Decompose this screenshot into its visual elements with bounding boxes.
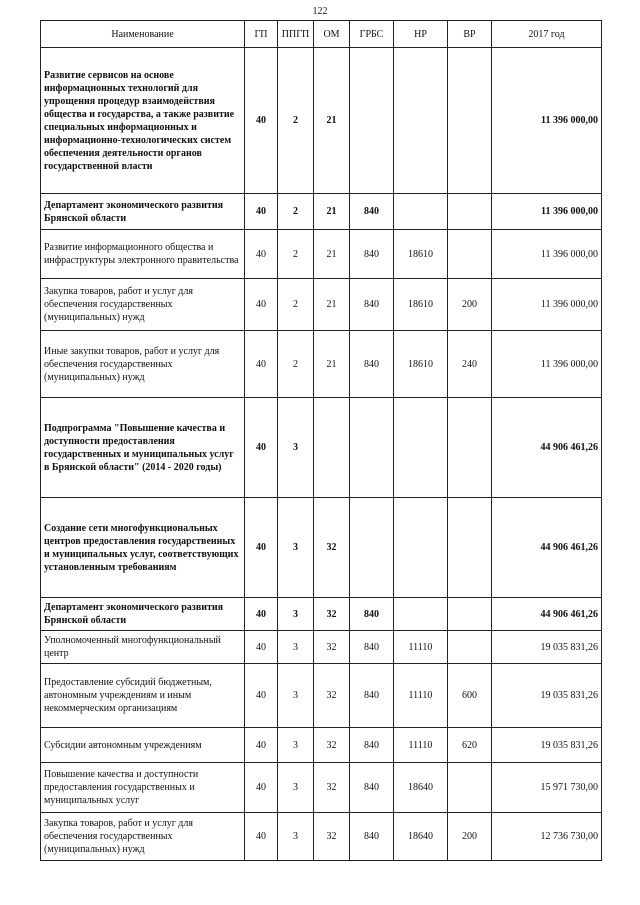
column-header-gp: ГП [245,21,278,48]
row-ppgp: 3 [278,763,314,813]
row-nr: 18610 [394,230,448,279]
row-ppgp: 3 [278,631,314,664]
row-grbs: 840 [350,631,394,664]
row-name: Предоставление субсидий бюджетным, автономным учреждениям и иным некоммерческим организациям [41,664,245,728]
column-header-om: ОМ [314,21,350,48]
row-nr: 18610 [394,331,448,398]
column-header-grbs: ГРБС [350,21,394,48]
row-ppgp: 3 [278,598,314,631]
row-vr: 620 [448,728,492,763]
row-nr [394,398,448,498]
table-row [41,498,602,598]
table-row [41,331,602,398]
row-amount: 44 906 461,26 [492,498,602,598]
row-grbs [350,398,394,498]
row-grbs: 840 [350,728,394,763]
row-gp: 40 [245,48,278,194]
table-row [41,279,602,331]
row-name: Департамент экономического развития Брянской области [41,194,245,230]
row-amount: 44 906 461,26 [492,598,602,631]
table-row [41,664,602,728]
row-nr: 18640 [394,813,448,861]
row-ppgp: 3 [278,664,314,728]
row-amount: 44 906 461,26 [492,398,602,498]
row-gp: 40 [245,398,278,498]
column-header-year: 2017 год [492,21,602,48]
budget-table [40,20,602,861]
row-vr [448,498,492,598]
table-row [41,631,602,664]
row-gp: 40 [245,763,278,813]
row-name: Уполномоченный многофункциональный центр [41,631,245,664]
row-gp: 40 [245,331,278,398]
row-om [314,398,350,498]
row-name: Закупка товаров, работ и услуг для обеспечения государственных (муниципальных) нужд [41,813,245,861]
row-name: Повышение качества и доступности предоставления государственных и муниципальных услуг [41,763,245,813]
row-ppgp: 3 [278,498,314,598]
row-om: 32 [314,664,350,728]
row-grbs: 840 [350,763,394,813]
row-amount: 11 396 000,00 [492,230,602,279]
row-nr: 11110 [394,664,448,728]
row-vr: 200 [448,813,492,861]
row-name: Развитие информационного общества и инфраструктуры электронного правительства [41,230,245,279]
row-grbs: 840 [350,194,394,230]
row-vr [448,598,492,631]
table-header-row [41,21,602,48]
table-row [41,728,602,763]
row-name: Развитие сервисов на основе информационных технологий для упрощения процедур взаимодействия общества и государства, а также развитие специальных информационных и информационно-технологических систем обеспечения деятельности органов государственной власти [41,48,245,194]
row-vr: 600 [448,664,492,728]
row-name: Создание сети многофункциональных центров предоставления государственных и муниципальных услуг, соответствующих установленным требованиям [41,498,245,598]
row-vr: 200 [448,279,492,331]
table-row [41,48,602,194]
row-om: 32 [314,498,350,598]
column-header-vr: ВР [448,21,492,48]
row-vr [448,48,492,194]
row-nr: 11110 [394,728,448,763]
row-vr [448,194,492,230]
row-gp: 40 [245,728,278,763]
row-grbs: 840 [350,664,394,728]
row-ppgp: 3 [278,398,314,498]
row-vr [448,631,492,664]
row-vr [448,230,492,279]
table-row [41,398,602,498]
row-nr [394,598,448,631]
row-amount: 11 396 000,00 [492,48,602,194]
row-gp: 40 [245,194,278,230]
row-nr: 18610 [394,279,448,331]
row-ppgp: 2 [278,48,314,194]
row-om: 32 [314,813,350,861]
row-gp: 40 [245,813,278,861]
row-grbs: 840 [350,230,394,279]
table-row [41,813,602,861]
row-gp: 40 [245,498,278,598]
row-amount: 11 396 000,00 [492,194,602,230]
row-om: 21 [314,331,350,398]
row-amount: 12 736 730,00 [492,813,602,861]
table-row [41,194,602,230]
row-ppgp: 2 [278,194,314,230]
row-ppgp: 3 [278,728,314,763]
row-gp: 40 [245,598,278,631]
row-ppgp: 2 [278,279,314,331]
table-row [41,763,602,813]
row-om: 21 [314,230,350,279]
row-name: Субсидии автономным учреждениям [41,728,245,763]
row-grbs [350,48,394,194]
row-grbs: 840 [350,279,394,331]
row-nr: 11110 [394,631,448,664]
row-grbs: 840 [350,331,394,398]
table-row [41,598,602,631]
row-amount: 15 971 730,00 [492,763,602,813]
row-ppgp: 2 [278,230,314,279]
row-ppgp: 3 [278,813,314,861]
row-vr [448,763,492,813]
row-gp: 40 [245,631,278,664]
row-name: Закупка товаров, работ и услуг для обеспечения государственных (муниципальных) нужд [41,279,245,331]
row-gp: 40 [245,279,278,331]
page-number: 122 [312,6,328,17]
row-gp: 40 [245,230,278,279]
row-ppgp: 2 [278,331,314,398]
row-om: 32 [314,728,350,763]
row-amount: 19 035 831,26 [492,631,602,664]
row-om: 21 [314,279,350,331]
row-gp: 40 [245,664,278,728]
row-amount: 19 035 831,26 [492,728,602,763]
row-grbs [350,498,394,598]
row-nr: 18640 [394,763,448,813]
row-name: Департамент экономического развития Брянской области [41,598,245,631]
row-nr [394,194,448,230]
row-nr [394,498,448,598]
column-header-nr: НР [394,21,448,48]
row-vr [448,398,492,498]
row-grbs: 840 [350,598,394,631]
table-row [41,230,602,279]
row-amount: 11 396 000,00 [492,279,602,331]
row-name: Подпрограмма "Повышение качества и доступности предоставления государственных и муниципальных услуг в Брянской области" (2014 - 2020 годы) [41,398,245,498]
row-om: 32 [314,598,350,631]
row-amount: 11 396 000,00 [492,331,602,398]
row-amount: 19 035 831,26 [492,664,602,728]
row-nr [394,48,448,194]
row-name: Иные закупки товаров, работ и услуг для обеспечения государственных (муниципальных) нужд [41,331,245,398]
row-grbs: 840 [350,813,394,861]
row-om: 32 [314,631,350,664]
column-header-ppgp: ППГП [278,21,314,48]
row-om: 21 [314,48,350,194]
column-header-name: Наименование [41,21,245,48]
row-om: 32 [314,763,350,813]
row-vr: 240 [448,331,492,398]
row-om: 21 [314,194,350,230]
